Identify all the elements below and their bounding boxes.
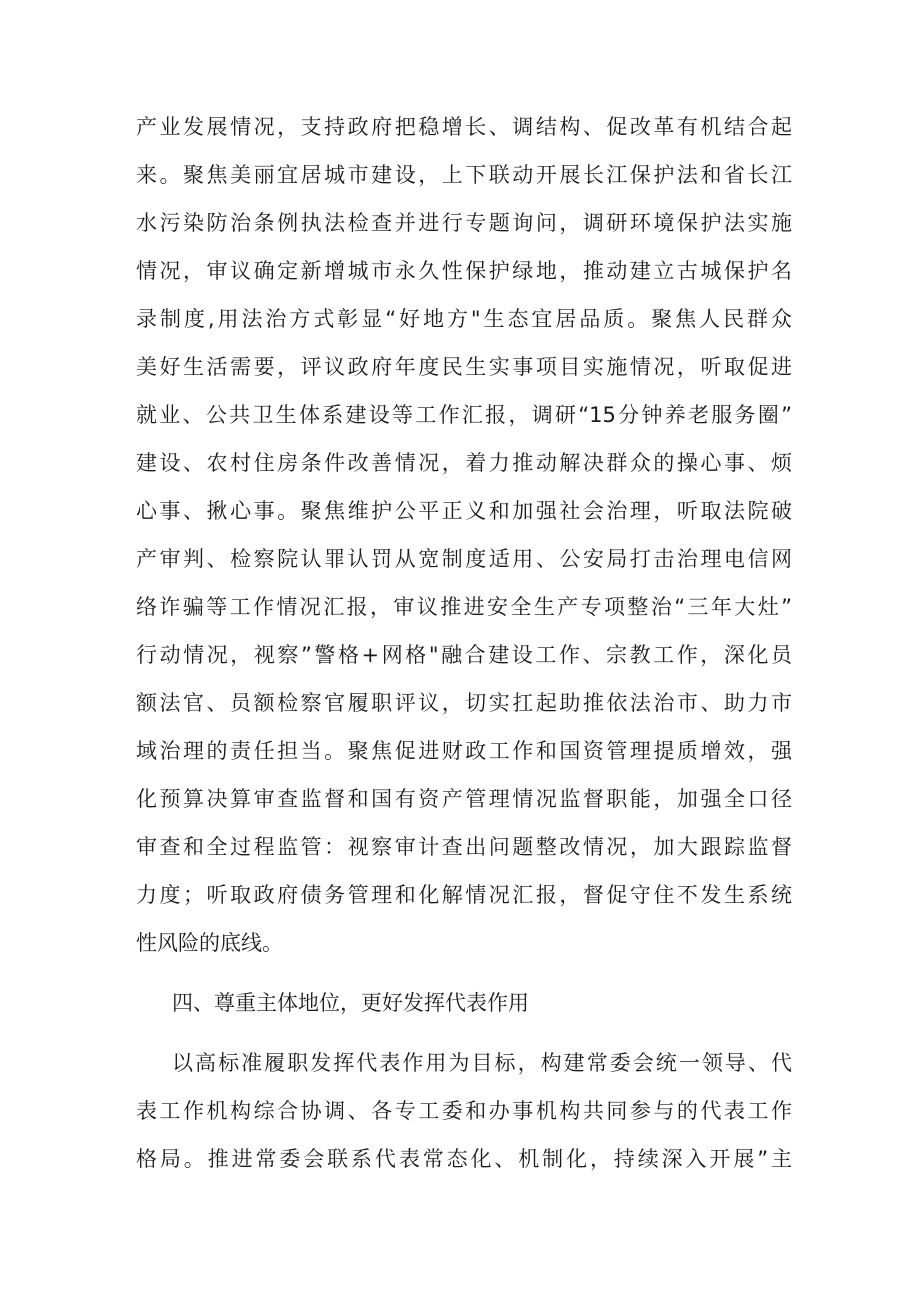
- paragraph-line: 就业、公共卫生体系建设等工作汇报，调研“15分钟养老服务圈”: [136, 403, 792, 427]
- paragraph-line: 域治理的责任担当。聚焦促进财政工作和国资管理提质增效，强: [136, 739, 792, 763]
- paragraph-line: 以高标准履职发挥代表作用为目标，构建常委会统一领导、代: [172, 1051, 792, 1075]
- paragraph-2: [136, 1039, 792, 1183]
- paragraph-line: 化预算决算审查监督和国有资产管理情况监督职能，加强全口径: [136, 787, 792, 811]
- paragraph-line: 性风险的底线。: [136, 931, 283, 955]
- paragraph-line: 审查和全过程监管：视察审计查出问题整改情况，加大跟踪监督: [136, 835, 792, 859]
- paragraph-line: 美好生活需要，评议政府年度民生实事项目实施情况，听取促进: [136, 355, 792, 379]
- paragraph-line: 额法官、员额检察官履职评议，切实扛起助推依法治市、助力市: [136, 691, 792, 715]
- paragraph-line: 产审判、检察院认罪认罚从宽制度适用、公安局打击治理电信网: [136, 547, 792, 571]
- paragraph-1: [136, 103, 792, 967]
- paragraph-spacer: [136, 1027, 792, 1039]
- paragraph-line: 建设、农村住房条件改善情况，着力推动解决群众的操心事、烦: [136, 451, 792, 475]
- paragraph-line: 格局。推进常委会联系代表常态化、机制化，持续深入开展”主: [136, 1147, 792, 1171]
- paragraph-line: 行动情况，视察”警格+网格"融合建设工作、宗教工作，深化员: [136, 643, 792, 667]
- paragraph-line: 力度；听取政府债务管理和化解情况汇报，督促守住不发生系统: [136, 883, 792, 907]
- paragraph-spacer: [136, 967, 792, 979]
- document-body: [136, 103, 792, 1183]
- paragraph-line: 录制度,用法治方式彰显“好地方"生态宜居品质。聚焦人民群众: [136, 307, 792, 331]
- paragraph-line: 来。聚焦美丽宜居城市建设，上下联动开展长江保护法和省长江: [136, 163, 792, 187]
- paragraph-line: 情况，审议确定新增城市永久性保护绿地，推动建立古城保护名: [136, 259, 792, 283]
- paragraph-line: 水污染防治条例执法检查并进行专题询问，调研环境保护法实施: [136, 211, 792, 235]
- paragraph-line: 络诈骗等工作情况汇报，审议推进安全生产专项整治“三年大灶”: [136, 595, 792, 619]
- paragraph-line: 表工作机构综合协调、各专工委和办事机构共同参与的代表工作: [136, 1099, 792, 1123]
- paragraph-line: 心事、揪心事。聚焦维护公平正义和加强社会治理，听取法院破: [136, 499, 792, 523]
- section-heading: 四、尊重主体地位，更好发挥代表作用: [172, 991, 529, 1015]
- paragraph-line: 产业发展情况，支持政府把稳增长、调结构、促改革有机结合起: [136, 115, 792, 139]
